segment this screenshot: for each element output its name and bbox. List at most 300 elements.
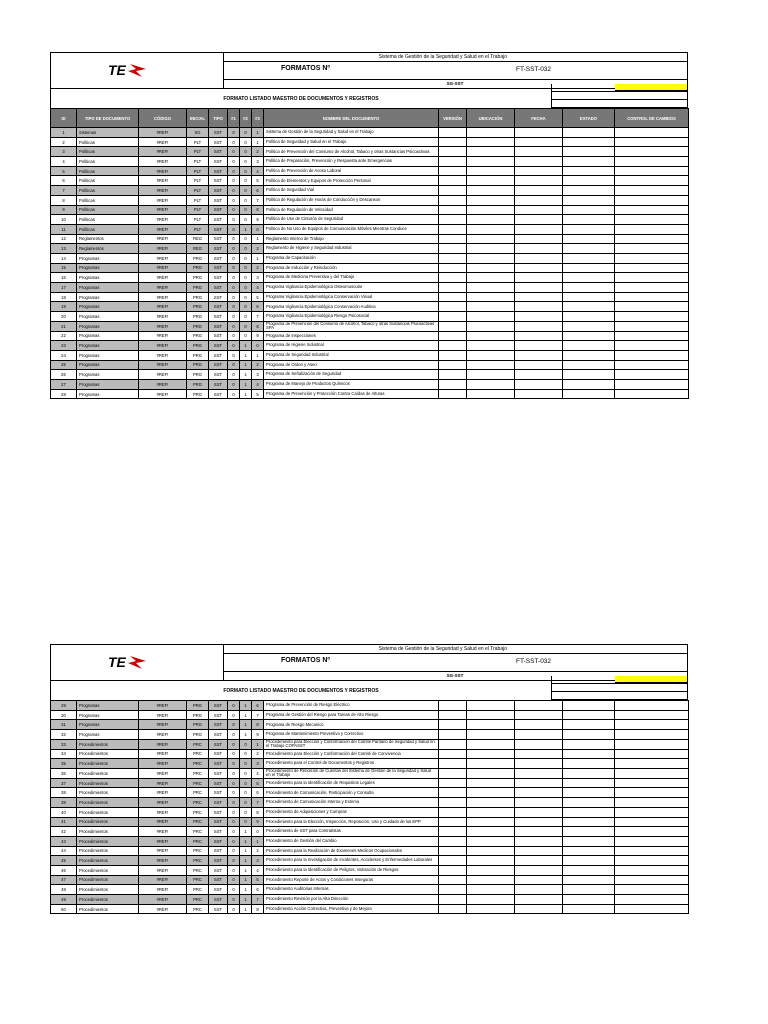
- table-cell: 0: [240, 186, 252, 196]
- table-cell: Procedimientos: [77, 817, 139, 827]
- table-cell: 0: [240, 749, 252, 759]
- table-cell: [563, 283, 615, 293]
- table-cell: [439, 720, 467, 730]
- table-cell: PLT: [187, 147, 209, 157]
- table-cell: [615, 730, 689, 740]
- table-row: [51, 350, 689, 360]
- table-cell: [615, 759, 689, 769]
- table-cell: 0: [228, 312, 240, 322]
- table-cell: [515, 215, 563, 225]
- table-cell: [515, 817, 563, 827]
- form-code: FT-SST-032: [516, 658, 552, 665]
- table-cell: PRC: [187, 807, 209, 817]
- table-cell: 8: [252, 205, 264, 215]
- table-cell: [515, 147, 563, 157]
- table-cell: [515, 768, 563, 778]
- table-cell: 0: [228, 807, 240, 817]
- table-cell: 8: [51, 195, 77, 205]
- table-cell: [563, 224, 615, 234]
- table-cell: #REF!: [139, 856, 187, 866]
- table-cell: 0: [240, 244, 252, 254]
- table-cell: PRC: [187, 788, 209, 798]
- table-cell: 0: [228, 895, 240, 905]
- table-cell: [439, 895, 467, 905]
- table-cell: [467, 215, 515, 225]
- table-cell: [467, 273, 515, 283]
- table-row: [51, 341, 689, 351]
- table-row: [51, 137, 689, 147]
- table-cell: [615, 836, 689, 846]
- table-cell: #REF!: [139, 846, 187, 856]
- table-cell: [467, 224, 515, 234]
- table-cell: SST: [209, 166, 228, 176]
- table-cell: Política de No Uso de Equipos de Comunicación Móviles Mientras Conduce: [264, 224, 439, 234]
- table-cell: [467, 370, 515, 380]
- table-cell: [563, 895, 615, 905]
- table-cell: Programas: [77, 350, 139, 360]
- column-header: CÓDIGO: [139, 109, 187, 128]
- table-cell: Reglamentos: [77, 244, 139, 254]
- table-cell: [563, 885, 615, 895]
- table-cell: 0: [228, 768, 240, 778]
- table-cell: [563, 788, 615, 798]
- table-cell: [439, 205, 467, 215]
- table-cell: [615, 321, 689, 331]
- form-code: FT-SST-032: [516, 66, 552, 73]
- table-cell: 8: [252, 807, 264, 817]
- table-cell: 5: [252, 778, 264, 788]
- table-cell: Programas: [77, 253, 139, 263]
- table-cell: [515, 380, 563, 390]
- table-cell: PRG: [187, 710, 209, 720]
- table-cell: SST: [209, 904, 228, 914]
- column-header: ESTADO: [563, 109, 615, 128]
- table-cell: [563, 128, 615, 138]
- table-cell: Procedimiento para la Identificación de Requisitos Legales: [264, 778, 439, 788]
- table-cell: Procedimientos: [77, 778, 139, 788]
- table-cell: 8: [252, 720, 264, 730]
- table-cell: SST: [209, 798, 228, 808]
- table-cell: [563, 807, 615, 817]
- table-cell: [439, 380, 467, 390]
- table-cell: 25: [51, 360, 77, 370]
- table-cell: [563, 739, 615, 749]
- table-cell: [467, 817, 515, 827]
- table-cell: 3: [252, 157, 264, 167]
- table-cell: 1: [252, 739, 264, 749]
- table-cell: #REF!: [139, 788, 187, 798]
- table-cell: [467, 321, 515, 331]
- table-cell: [439, 749, 467, 759]
- table-cell: 4: [252, 865, 264, 875]
- table-cell: [563, 244, 615, 254]
- table-cell: 1: [240, 904, 252, 914]
- table-row: [51, 195, 689, 205]
- table-cell: [467, 176, 515, 186]
- table-cell: SST: [209, 147, 228, 157]
- table-cell: #REF!: [139, 895, 187, 905]
- table-cell: 46: [51, 865, 77, 875]
- table-cell: 0: [228, 360, 240, 370]
- table-cell: 3: [252, 370, 264, 380]
- table-cell: 19: [51, 302, 77, 312]
- table-cell: 2: [252, 846, 264, 856]
- table-cell: 0: [228, 710, 240, 720]
- table-cell: #REF!: [139, 321, 187, 331]
- table-cell: [615, 283, 689, 293]
- table-cell: #REF!: [139, 836, 187, 846]
- table-cell: 0: [228, 798, 240, 808]
- table-cell: 13: [51, 244, 77, 254]
- table-cell: SST: [209, 128, 228, 138]
- format-row: [223, 654, 687, 672]
- table-cell: 0: [228, 720, 240, 730]
- table-cell: 0: [228, 380, 240, 390]
- table-cell: 0: [228, 186, 240, 196]
- table-cell: [615, 788, 689, 798]
- table-cell: [467, 341, 515, 351]
- document-table-2: [50, 700, 689, 914]
- table-cell: PLT: [187, 186, 209, 196]
- table-cell: [515, 195, 563, 205]
- table-cell: [439, 389, 467, 399]
- table-row: [51, 253, 689, 263]
- table-cell: PRG: [187, 263, 209, 273]
- table-cell: PRG: [187, 283, 209, 293]
- table-cell: 4: [252, 380, 264, 390]
- table-cell: 24: [51, 350, 77, 360]
- table-cell: PLT: [187, 224, 209, 234]
- table-cell: 0: [228, 157, 240, 167]
- table-cell: 0: [240, 788, 252, 798]
- table-cell: [467, 302, 515, 312]
- table-cell: 0: [228, 885, 240, 895]
- table-cell: 1: [240, 846, 252, 856]
- table-cell: PLT: [187, 205, 209, 215]
- table-cell: PRC: [187, 749, 209, 759]
- table-cell: 22: [51, 331, 77, 341]
- table-cell: [615, 312, 689, 322]
- table-cell: [615, 244, 689, 254]
- table-cell: [515, 341, 563, 351]
- table-cell: [467, 137, 515, 147]
- table-cell: 35: [51, 759, 77, 769]
- table-row: [51, 739, 689, 749]
- table-cell: 0: [240, 807, 252, 817]
- table-cell: 12: [51, 234, 77, 244]
- table-cell: [467, 186, 515, 196]
- table-cell: 10: [51, 215, 77, 225]
- table-cell: [563, 827, 615, 837]
- table-cell: [515, 739, 563, 749]
- table-row: [51, 205, 689, 215]
- table-cell: [467, 263, 515, 273]
- table-cell: SST: [209, 720, 228, 730]
- table-cell: [615, 798, 689, 808]
- table-cell: [467, 720, 515, 730]
- table-row: [51, 360, 689, 370]
- table-cell: [467, 768, 515, 778]
- table-cell: PRC: [187, 739, 209, 749]
- table-row: [51, 720, 689, 730]
- table-cell: [515, 827, 563, 837]
- table-cell: 1: [252, 137, 264, 147]
- table-cell: 34: [51, 749, 77, 759]
- table-cell: 2: [252, 749, 264, 759]
- table-cell: PRC: [187, 856, 209, 866]
- table-cell: #REF!: [139, 739, 187, 749]
- table-cell: PRG: [187, 730, 209, 740]
- table-cell: [563, 341, 615, 351]
- table-cell: [515, 730, 563, 740]
- table-cell: #REF!: [139, 904, 187, 914]
- table-cell: [563, 273, 615, 283]
- sg-sst-label: SG-SST: [223, 672, 687, 681]
- table-cell: [615, 234, 689, 244]
- table-row: [51, 389, 689, 399]
- table-cell: [467, 739, 515, 749]
- table-cell: SST: [209, 341, 228, 351]
- list-title: FORMATO LISTADO MAESTRO DE DOCUMENTOS Y REGISTROS: [51, 88, 551, 109]
- table-row: [51, 292, 689, 302]
- table-cell: [439, 157, 467, 167]
- table-cell: SST: [209, 360, 228, 370]
- formats-title: FORMATOS Nº: [281, 657, 330, 664]
- table-cell: [439, 273, 467, 283]
- table-cell: [563, 137, 615, 147]
- table-cell: [563, 759, 615, 769]
- table-cell: [615, 137, 689, 147]
- table-cell: PLT: [187, 176, 209, 186]
- table-cell: [563, 157, 615, 167]
- table-cell: 16: [51, 273, 77, 283]
- table-cell: [439, 360, 467, 370]
- table-cell: SST: [209, 768, 228, 778]
- table-cell: [515, 778, 563, 788]
- table-cell: Programas: [77, 701, 139, 711]
- table-cell: 0: [240, 253, 252, 263]
- table-cell: 36: [51, 768, 77, 778]
- table-cell: #REF!: [139, 176, 187, 186]
- table-cell: #REF!: [139, 157, 187, 167]
- table-cell: 1: [240, 710, 252, 720]
- table-row: [51, 701, 689, 711]
- table-cell: 0: [228, 215, 240, 225]
- table-cell: [515, 186, 563, 196]
- table-cell: 20: [51, 312, 77, 322]
- table-cell: 38: [51, 788, 77, 798]
- table-cell: [515, 710, 563, 720]
- table-cell: [515, 389, 563, 399]
- table-cell: Programa de Inducción y Reinducción: [264, 263, 439, 273]
- table-cell: 0: [240, 321, 252, 331]
- table-cell: PRG: [187, 360, 209, 370]
- table-cell: [467, 380, 515, 390]
- table-cell: 21: [51, 321, 77, 331]
- table-cell: Programa de Inspecciones: [264, 331, 439, 341]
- table-cell: Programa de Mantenimiento Preventivo y Correctivo: [264, 730, 439, 740]
- table-cell: 0: [228, 370, 240, 380]
- table-row: [51, 827, 689, 837]
- table-cell: [467, 807, 515, 817]
- column-header: #3: [252, 109, 264, 128]
- table-cell: 0: [240, 273, 252, 283]
- table-cell: Procedimientos: [77, 759, 139, 769]
- table-cell: Procedimientos: [77, 798, 139, 808]
- table-row: [51, 778, 689, 788]
- table-cell: 4: [51, 157, 77, 167]
- table-cell: 18: [51, 292, 77, 302]
- table-cell: 0: [228, 817, 240, 827]
- column-header: TIPO DE DOCUMENTO: [77, 109, 139, 128]
- table-cell: 8: [252, 321, 264, 331]
- table-cell: 6: [252, 788, 264, 798]
- table-cell: [515, 720, 563, 730]
- table-cell: SST: [209, 253, 228, 263]
- table-cell: [563, 331, 615, 341]
- table-cell: [515, 283, 563, 293]
- table-cell: PLT: [187, 157, 209, 167]
- table-cell: [439, 283, 467, 293]
- table-cell: Programas: [77, 283, 139, 293]
- table-cell: Procedimiento para la Realización de Examenes Medicos Ocupacionales: [264, 846, 439, 856]
- table-cell: Programas: [77, 380, 139, 390]
- table-cell: 7: [252, 710, 264, 720]
- table-cell: [515, 302, 563, 312]
- table-cell: 1: [240, 856, 252, 866]
- table-row: [51, 370, 689, 380]
- table-cell: 6: [51, 176, 77, 186]
- table-cell: 27: [51, 380, 77, 390]
- table-cell: PRG: [187, 370, 209, 380]
- table-cell: Programa de Medicina Preventiva y del Trabajo: [264, 273, 439, 283]
- table-cell: PRC: [187, 827, 209, 837]
- table-cell: SST: [209, 827, 228, 837]
- table-cell: [439, 798, 467, 808]
- table-cell: 44: [51, 846, 77, 856]
- table-cell: [467, 312, 515, 322]
- table-cell: PLT: [187, 195, 209, 205]
- table-cell: #REF!: [139, 302, 187, 312]
- list-title: FORMATO LISTADO MAESTRO DE DOCUMENTOS Y REGISTROS: [51, 680, 551, 701]
- table-cell: Programa de Seguridad Industrial: [264, 350, 439, 360]
- table-cell: 0: [228, 701, 240, 711]
- table-cell: [439, 817, 467, 827]
- table-cell: PRG: [187, 331, 209, 341]
- table-cell: [515, 759, 563, 769]
- table-cell: [467, 730, 515, 740]
- table-cell: 0: [240, 147, 252, 157]
- table-cell: [467, 283, 515, 293]
- table-cell: [439, 166, 467, 176]
- table-cell: [467, 157, 515, 167]
- table-cell: 0: [228, 195, 240, 205]
- table-cell: 7: [252, 798, 264, 808]
- table-row: [51, 157, 689, 167]
- table-cell: Procedimiento de Rendición de Cuentas del Sistema de Gestión de la Seguridad y Salud en el Trabajo: [264, 768, 439, 778]
- table-cell: 48: [51, 885, 77, 895]
- table-cell: [439, 312, 467, 322]
- table-cell: 2: [252, 360, 264, 370]
- table-cell: [467, 234, 515, 244]
- table-cell: 0: [228, 846, 240, 856]
- table-cell: Política de Regulación de Velocidad: [264, 205, 439, 215]
- table-cell: 0: [240, 195, 252, 205]
- column-header: NOMBRE DEL DOCUMENTO: [264, 109, 439, 128]
- table-cell: Sistema de Gestión de la Seguridad y Salud en el Trabajo: [264, 128, 439, 138]
- table-cell: 14: [51, 253, 77, 263]
- column-header: FECHA: [515, 109, 563, 128]
- table-cell: Programa Vigilancia Epidemiológica Riesgo Psicosocial: [264, 312, 439, 322]
- company-logo: [51, 53, 224, 88]
- table-cell: 0: [228, 273, 240, 283]
- table-cell: 0: [240, 768, 252, 778]
- table-cell: 1: [252, 836, 264, 846]
- table-cell: #REF!: [139, 885, 187, 895]
- table-cell: [615, 856, 689, 866]
- table-cell: [615, 875, 689, 885]
- table-row: [51, 147, 689, 157]
- table-cell: SST: [209, 195, 228, 205]
- table-cell: 1: [240, 836, 252, 846]
- table-cell: 0: [228, 788, 240, 798]
- table-cell: [515, 321, 563, 331]
- table-cell: [615, 778, 689, 788]
- header-side-boxes: [551, 676, 687, 700]
- table-cell: PRC: [187, 778, 209, 788]
- table-cell: [439, 856, 467, 866]
- table-cell: 7: [252, 195, 264, 205]
- table-cell: [563, 768, 615, 778]
- table-cell: PRC: [187, 836, 209, 846]
- table-cell: [439, 253, 467, 263]
- table-cell: #REF!: [139, 128, 187, 138]
- table-row: [51, 273, 689, 283]
- header-side-boxes: [551, 84, 687, 108]
- table-cell: 0: [240, 205, 252, 215]
- table-cell: [563, 875, 615, 885]
- formats-title: FORMATOS Nº: [281, 65, 330, 72]
- table-cell: #REF!: [139, 215, 187, 225]
- table-cell: #REF!: [139, 137, 187, 147]
- table-cell: [467, 788, 515, 798]
- table-cell: PRG: [187, 380, 209, 390]
- table-cell: [439, 710, 467, 720]
- table-cell: [467, 836, 515, 846]
- table-cell: PRG: [187, 389, 209, 399]
- table-cell: [439, 778, 467, 788]
- table-cell: SST: [209, 176, 228, 186]
- table-cell: 2: [252, 263, 264, 273]
- table-cell: PRC: [187, 817, 209, 827]
- table-row: [51, 798, 689, 808]
- table-cell: [515, 836, 563, 846]
- table-cell: 17: [51, 283, 77, 293]
- table-cell: 0: [240, 312, 252, 322]
- table-cell: #REF!: [139, 701, 187, 711]
- table-cell: PRC: [187, 846, 209, 856]
- svg-text:TE: TE: [108, 62, 126, 78]
- table-cell: Procedimiento de Comunicación Interna y Externa: [264, 798, 439, 808]
- table-cell: 1: [240, 827, 252, 837]
- table-cell: Políticas: [77, 147, 139, 157]
- table-cell: [615, 360, 689, 370]
- table-cell: PRG: [187, 273, 209, 283]
- table-cell: SST: [209, 186, 228, 196]
- table-cell: 4: [252, 283, 264, 293]
- table-cell: [563, 846, 615, 856]
- table-cell: [615, 331, 689, 341]
